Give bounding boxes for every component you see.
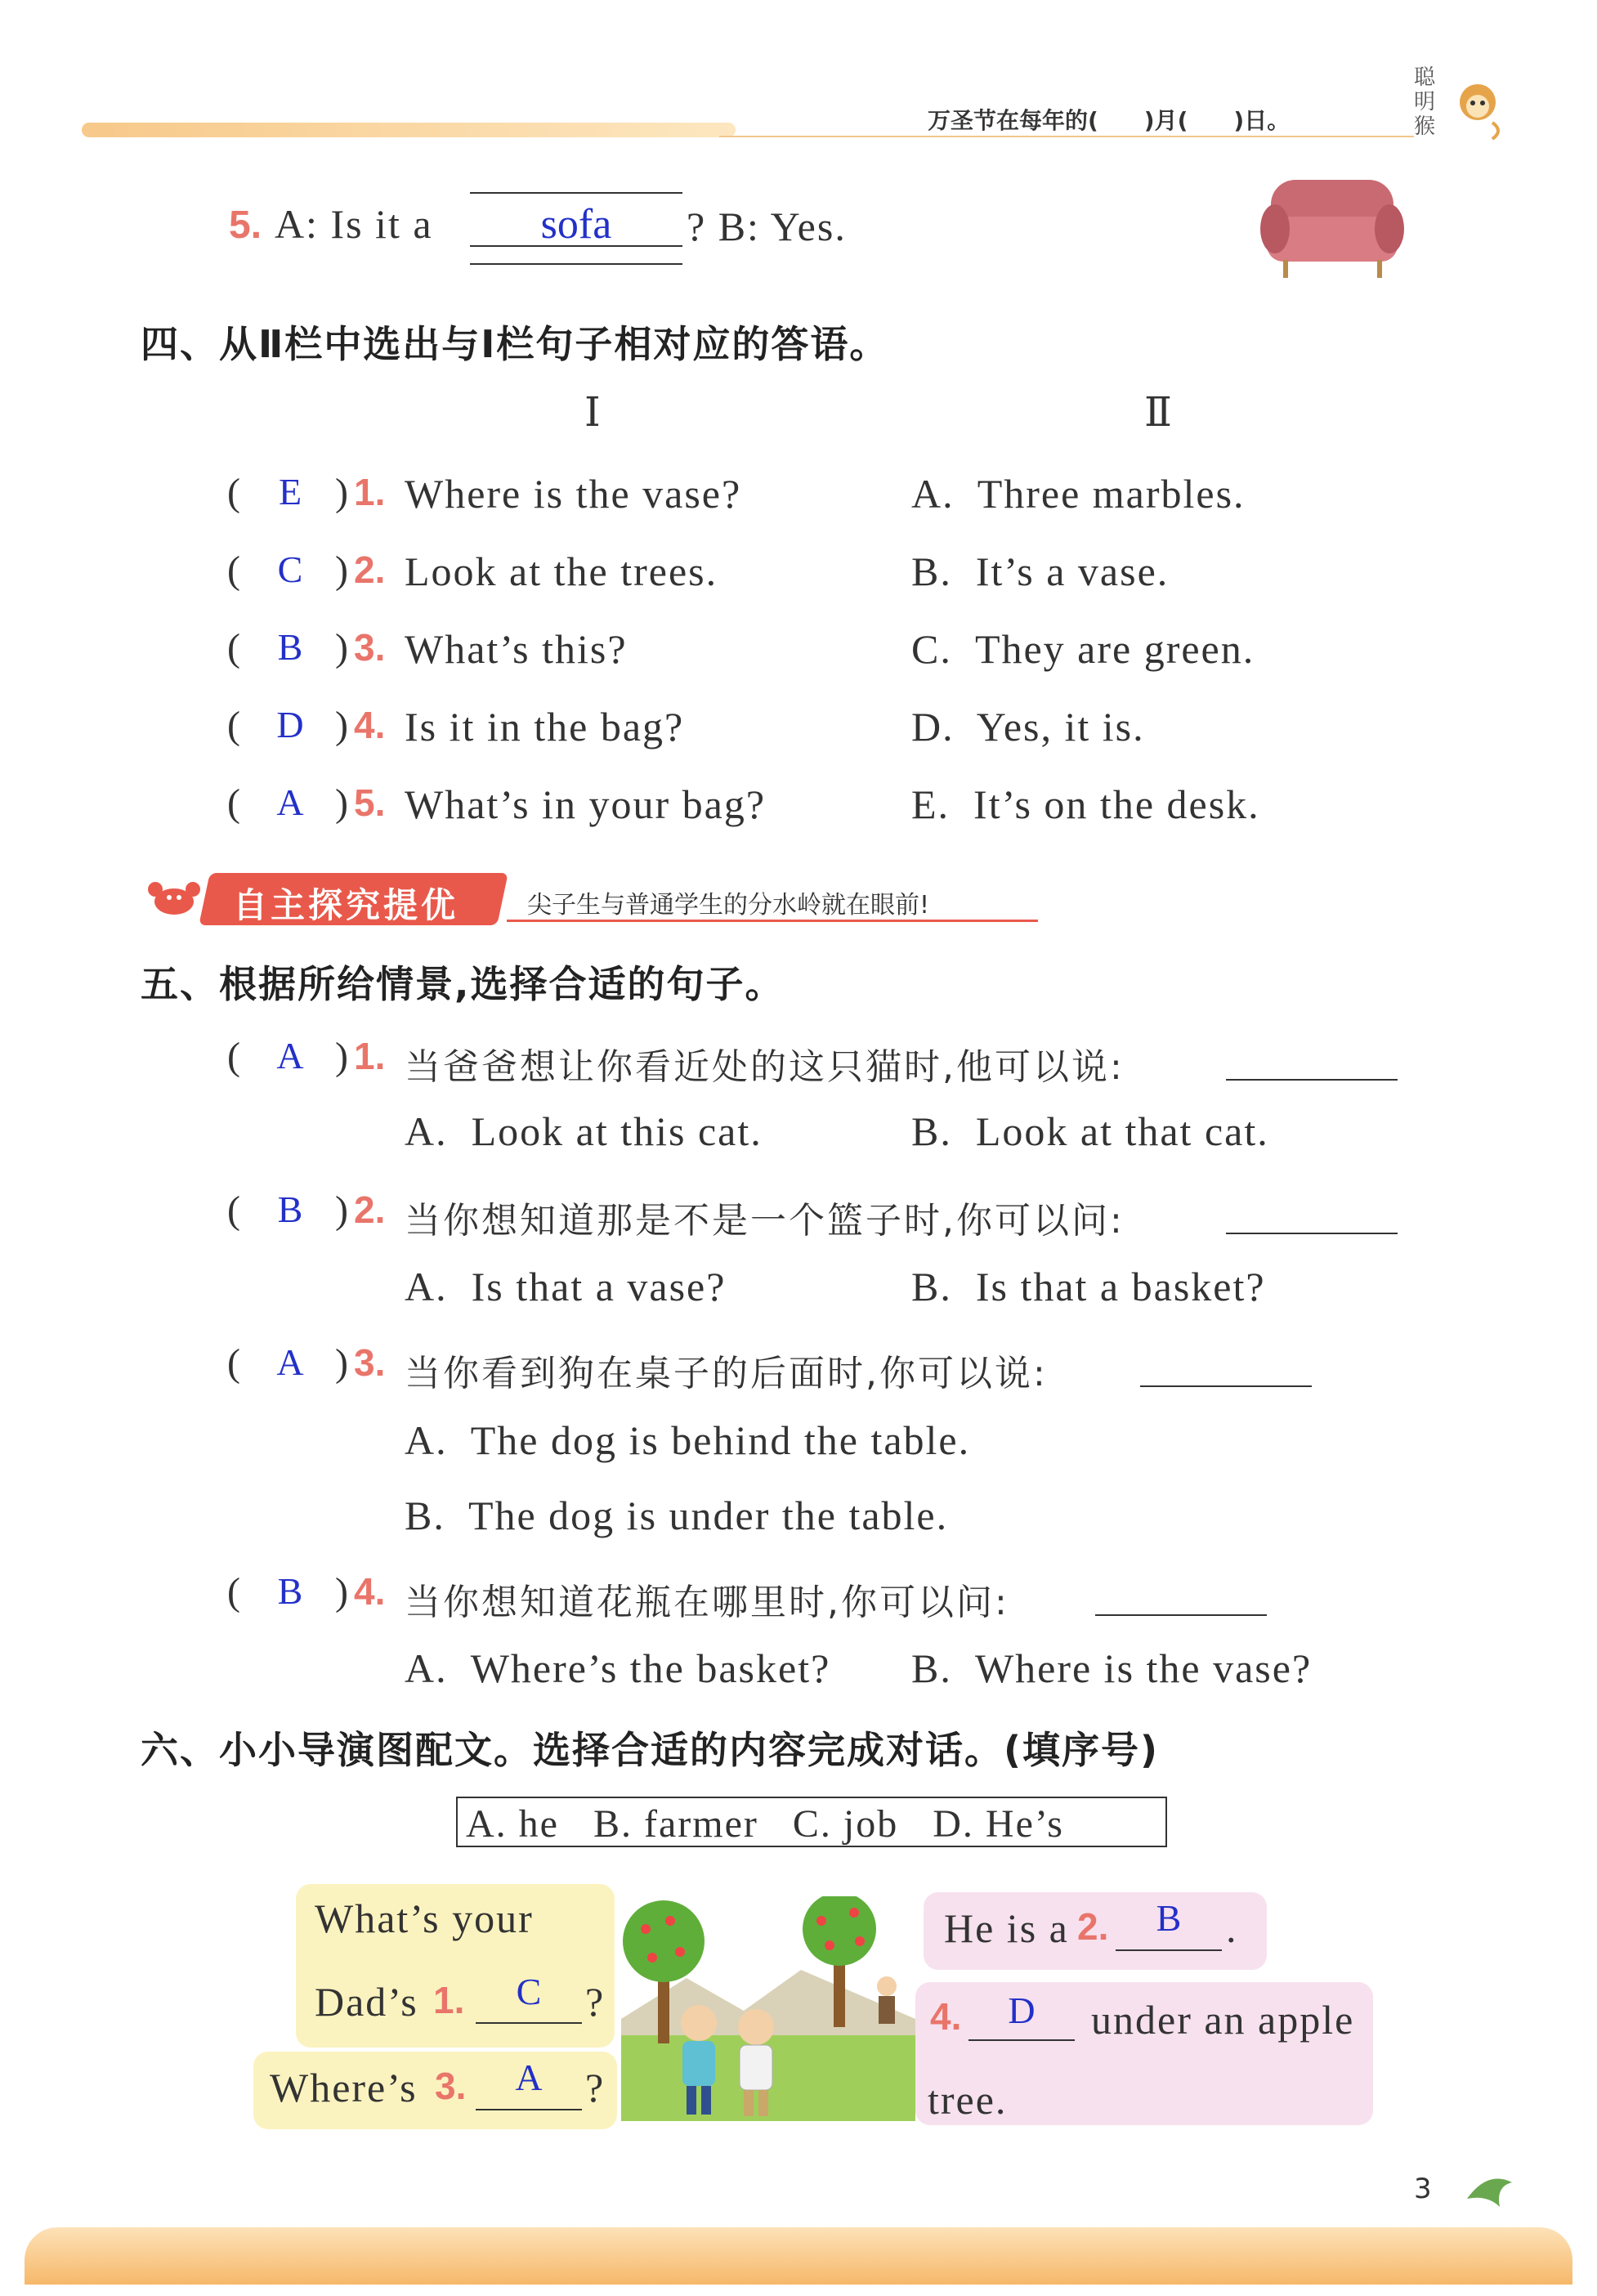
s4-open-paren: ( — [227, 704, 240, 747]
bubble3-number: 2. — [1077, 1905, 1109, 1948]
s4-number: 3. — [354, 626, 386, 669]
s5-option-a: A. The dog is behind the table. — [405, 1417, 971, 1463]
bubble1-blank — [476, 2022, 582, 2024]
bird-icon — [1463, 2166, 1520, 2215]
s4-option: A. Three marbles. — [911, 471, 1246, 517]
s5-close-paren: ) — [335, 1035, 348, 1078]
q5-underline — [470, 245, 682, 247]
s5-option-a: A. Look at this cat. — [405, 1108, 763, 1154]
q5-number: 5. — [229, 204, 262, 247]
date-prompt: 万圣节在每年的( )月( )日。 — [928, 107, 1291, 134]
section5-title: 五、根据所给情景,选择合适的句子。 — [141, 962, 785, 1006]
bubble3-period: . — [1226, 1905, 1238, 1951]
section6-choices: A. he B. farmer C. job D. He’s — [456, 1797, 1167, 1847]
s4-question: Is it in the bag? — [405, 704, 685, 750]
bubble4-number: 4. — [930, 1995, 962, 2038]
s5-close-paren: ) — [335, 1570, 348, 1613]
bubble1-qmark: ? — [585, 1979, 606, 2025]
s4-open-paren: ( — [227, 471, 240, 514]
s4-number: 1. — [354, 471, 386, 513]
s5-open-paren: ( — [227, 1341, 240, 1385]
bubble3-answer[interactable]: B — [1156, 1897, 1182, 1939]
s5-number: 4. — [354, 1570, 386, 1613]
header-line — [719, 136, 1414, 137]
s5-prompt: 当爸爸想让你看近处的这只猫时,他可以说: — [405, 1046, 1125, 1088]
q5-answer[interactable]: sofa — [540, 201, 612, 248]
s5-number: 1. — [354, 1035, 386, 1077]
s5-option-b: B. The dog is under the table. — [405, 1493, 949, 1538]
s5-blank[interactable] — [1095, 1614, 1267, 1616]
s5-close-paren: ) — [335, 1188, 348, 1232]
sofa-icon — [1259, 172, 1406, 286]
s4-open-paren: ( — [227, 548, 240, 592]
q5-prefix: A: Is it a — [274, 201, 433, 247]
section4-col1-header: Ⅰ — [584, 389, 602, 435]
s5-open-paren: ( — [227, 1570, 240, 1613]
s4-close-paren: ) — [335, 548, 348, 592]
banner-underline — [507, 920, 1038, 922]
s4-question: What’s in your bag? — [405, 781, 767, 827]
s4-answer[interactable]: D — [276, 704, 304, 745]
banner-label: 自主探究提优 — [233, 885, 459, 925]
s4-option: B. It’s a vase. — [911, 548, 1170, 594]
s4-close-paren: ) — [335, 781, 348, 825]
bubble1-number: 1. — [433, 1979, 465, 2021]
s4-number: 2. — [354, 548, 386, 591]
s5-answer[interactable]: A — [276, 1341, 304, 1383]
s4-number: 5. — [354, 781, 386, 824]
s4-answer[interactable]: E — [278, 471, 302, 512]
bubble1-line1: What’s your — [315, 1895, 534, 1941]
section4-col2-header: Ⅱ — [1144, 389, 1174, 435]
monkey-logo — [1414, 65, 1504, 147]
s5-blank[interactable] — [1226, 1233, 1398, 1234]
s5-answer[interactable]: B — [277, 1188, 303, 1230]
s5-option-b: B. Is that a basket? — [911, 1264, 1266, 1309]
s4-answer[interactable]: C — [277, 548, 303, 590]
bubble2-number: 3. — [435, 2065, 467, 2107]
s4-question: Look at the trees. — [405, 548, 718, 594]
s5-answer[interactable]: A — [276, 1035, 304, 1076]
banner-slogan: 尖子生与普通学生的分水岭就在眼前! — [527, 891, 930, 920]
s5-option-b: B. Look at that cat. — [911, 1108, 1269, 1154]
bubble2-prefix: Where’s — [270, 2065, 418, 2110]
bubble2-answer[interactable]: A — [515, 2057, 543, 2098]
s5-open-paren: ( — [227, 1188, 240, 1232]
bubble1-line2: Dad’s — [315, 1979, 418, 2025]
s4-close-paren: ) — [335, 626, 348, 669]
bubble3-prefix: He is a — [944, 1905, 1069, 1951]
s4-close-paren: ) — [335, 471, 348, 514]
s5-number: 2. — [354, 1188, 386, 1231]
s4-option: D. Yes, it is. — [911, 704, 1145, 750]
s4-question: What’s this? — [405, 626, 628, 672]
s5-option-a: A. Is that a vase? — [405, 1264, 727, 1309]
bubble2-blank — [476, 2109, 582, 2110]
section4-title: 四、从Ⅱ栏中选出与Ⅰ栏句子相对应的答语。 — [141, 322, 889, 366]
crab-icon — [145, 873, 203, 922]
bubble4-answer[interactable]: D — [1008, 1989, 1036, 2031]
s4-option: C. They are green. — [911, 626, 1255, 672]
s4-open-paren: ( — [227, 626, 240, 669]
bubble3-blank — [1116, 1949, 1222, 1951]
bubble4-blank — [968, 2039, 1075, 2041]
q5-topline — [470, 192, 682, 194]
s4-open-paren: ( — [227, 781, 240, 825]
s4-question: Where is the vase? — [405, 471, 742, 517]
bubble2-qmark: ? — [585, 2065, 606, 2110]
s4-close-paren: ) — [335, 704, 348, 747]
logo-text: 聪明猴 — [1414, 65, 1436, 139]
s5-prompt: 当你想知道那是不是一个篮子时,你可以问: — [405, 1200, 1125, 1242]
s4-answer[interactable]: B — [277, 626, 303, 668]
bubble4-text1: under an apple — [1091, 1997, 1355, 2043]
s5-answer[interactable]: B — [277, 1570, 303, 1612]
s5-close-paren: ) — [335, 1341, 348, 1385]
s5-open-paren: ( — [227, 1035, 240, 1078]
s5-number: 3. — [354, 1341, 386, 1384]
s5-option-b: B. Where is the vase? — [911, 1645, 1313, 1691]
s5-blank[interactable] — [1140, 1385, 1312, 1387]
page-number: 3 — [1414, 2173, 1432, 2205]
s4-number: 4. — [354, 704, 386, 746]
s5-prompt: 当你看到狗在桌子的后面时,你可以说: — [405, 1353, 1048, 1394]
bubble1-answer[interactable]: C — [516, 1971, 542, 2012]
q5-line — [229, 200, 433, 248]
s5-option-a: A. Where’s the basket? — [405, 1645, 831, 1691]
s5-prompt: 当你想知道花瓶在哪里时,你可以问: — [405, 1582, 1009, 1623]
q5-bottomline — [470, 263, 682, 265]
s5-blank[interactable] — [1226, 1079, 1398, 1081]
orchard-illustration — [621, 1896, 915, 2121]
s4-answer[interactable]: A — [276, 781, 304, 823]
bubble4-text2: tree. — [928, 2077, 1008, 2123]
s4-option: E. It’s on the desk. — [911, 781, 1260, 827]
header-stripe — [82, 123, 736, 137]
section6-title: 六、小小导演图配文。选择合适的内容完成对话。(填序号) — [141, 1728, 1160, 1772]
q5-suffix: ? B: Yes. — [687, 204, 847, 249]
footer-wave — [25, 2227, 1572, 2285]
